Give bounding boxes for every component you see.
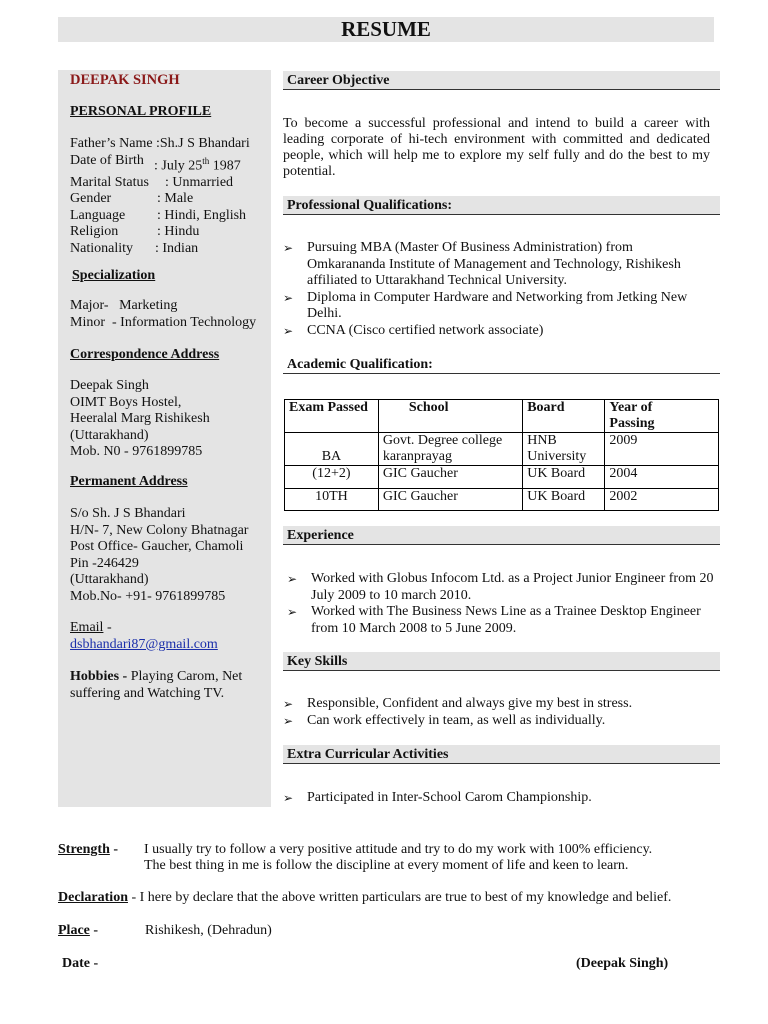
academic-table bbox=[284, 399, 719, 511]
email-block: Email - dsbhandari87@gmail.com bbox=[70, 620, 218, 652]
extra-curricular-heading: Extra Curricular Activities bbox=[283, 745, 720, 764]
career-objective-heading: Career Objective bbox=[283, 71, 720, 90]
extra-curricular-list bbox=[283, 790, 713, 807]
hobbies-block bbox=[70, 669, 265, 702]
place-value: Rishikesh, (Dehradun) bbox=[145, 923, 272, 938]
arrow-bullet-icon: ➢ bbox=[283, 697, 294, 711]
table-header-row: Exam Passed School Board Year of Passing bbox=[285, 400, 719, 433]
arrow-bullet-icon: ➢ bbox=[283, 323, 294, 338]
strength-text: I usually try to follow a very positive attitude and try to do my work with 100% efficiency. The best thing in me is follow the discipline at every moment of life and keen to learn. bbox=[144, 842, 653, 873]
place-label: Place bbox=[58, 923, 90, 938]
list-item: ➢ Participated in Inter-School Carom Championship. bbox=[283, 790, 592, 805]
resume-title: RESUME bbox=[58, 17, 714, 42]
declaration-block bbox=[58, 890, 748, 906]
list-item: ➢ Worked with Globus Infocom Ltd. as a Project Junior Engineer from 20 July 2009 to 10 march 2010. bbox=[287, 571, 714, 603]
personal-profile-list bbox=[70, 136, 250, 257]
signature-name: (Deepak Singh) bbox=[576, 956, 669, 971]
profile-row: Father’s Name :Sh.J S Bhandari bbox=[70, 136, 250, 151]
arrow-bullet-icon: ➢ bbox=[283, 290, 294, 305]
profile-row: Nationality : Indian bbox=[70, 240, 199, 256]
arrow-bullet-icon: ➢ bbox=[283, 791, 294, 805]
profile-row: Religion : Hindu bbox=[70, 224, 200, 240]
academic-qualification-heading: Academic Qualification: bbox=[283, 355, 720, 374]
profile-row: Date of Birth : July 25th 1987 bbox=[70, 152, 241, 174]
hobbies-label: Hobbies - bbox=[70, 669, 128, 684]
professional-qualifications-heading: Professional Qualifications: bbox=[283, 196, 720, 215]
table-row: BA Govt. Degree college karanprayag HNB University 2009 bbox=[285, 433, 719, 466]
experience-heading: Experience bbox=[283, 526, 720, 545]
arrow-bullet-icon: ➢ bbox=[287, 572, 298, 586]
arrow-bullet-icon: ➢ bbox=[283, 713, 294, 728]
hobbies-text: Playing Carom, Net suffering and Watching TV. bbox=[70, 669, 243, 701]
place-label-block: Place - bbox=[58, 923, 99, 938]
correspondence-address: Deepak Singh OIMT Boys Hostel, Heeralal Marg Rishikesh (Uttarakhand) Mob. N0 - 9761899785 bbox=[70, 378, 210, 459]
date-label: Date - bbox=[62, 956, 99, 971]
list-item: ➢ Responsible, Confident and always give my best in stress. bbox=[283, 696, 633, 711]
list-item: ➢ Can work effectively in team, as well as individually. bbox=[283, 712, 606, 728]
arrow-bullet-icon: ➢ bbox=[287, 605, 298, 619]
declaration-label: Declaration bbox=[58, 890, 128, 905]
strength-label-block: Strength - bbox=[58, 842, 119, 857]
dob-value: : July 25th 1987 bbox=[154, 155, 241, 174]
candidate-name: DEEPAK SINGH bbox=[70, 72, 180, 88]
correspondence-address-heading: Correspondence Address bbox=[70, 347, 220, 362]
table-row: (12+2) GIC Gaucher UK Board 2004 bbox=[285, 466, 719, 489]
list-item: ➢ Diploma in Computer Hardware and Networking from Jetking New Delhi. bbox=[283, 289, 688, 321]
personal-profile-heading: PERSONAL PROFILE bbox=[70, 104, 212, 119]
experience-list bbox=[287, 571, 715, 637]
email-label: Email bbox=[70, 620, 104, 635]
list-item: ➢ CCNA (Cisco certified network associate) bbox=[283, 322, 544, 338]
key-skills-list bbox=[283, 696, 713, 729]
specialization-heading: Specialization bbox=[72, 268, 156, 283]
professional-qualifications-list bbox=[283, 240, 713, 339]
arrow-bullet-icon: ➢ bbox=[283, 241, 294, 255]
permanent-address: S/o Sh. J S Bhandari H/N- 7, New Colony Bhatnagar Post Office- Gaucher, Chamoli Pin -246429 (Uttarakhand) Mob.No- +91- 9761899785 bbox=[70, 506, 249, 604]
profile-row: Gender : Male bbox=[70, 191, 194, 207]
profile-row: Marital Status : Unmarried bbox=[70, 174, 234, 190]
specialization-list: Major- Marketing Minor - Information Technology bbox=[70, 298, 257, 330]
key-skills-heading: Key Skills bbox=[283, 652, 720, 671]
permanent-address-heading: Permanent Address bbox=[70, 474, 188, 489]
profile-row: Language : Hindi, English bbox=[70, 207, 247, 223]
declaration-text: - I here by declare that the above written particulars are true to best of my knowledge and belief. bbox=[127, 890, 672, 905]
list-item: ➢ Worked with The Business News Line as a Trainee Desktop Engineer from 10 March 2008 to 5 June 2009. bbox=[287, 604, 701, 636]
table-row: 10TH GIC Gaucher UK Board 2002 bbox=[285, 489, 719, 511]
strength-label: Strength bbox=[58, 842, 110, 857]
list-item: ➢ Pursuing MBA (Master Of Business Administration) from Omkarananda Institute of Management and Technology, Rishikesh affiliated to Uttarakhand Technical University. bbox=[283, 240, 681, 288]
email-link[interactable]: dsbhandari87@gmail.com bbox=[70, 636, 218, 652]
career-objective-text: To become a successful professional and intend to build a career with leading corporate of hi-tech environment with committed and dedicated people, which will help me to explore my self fully and do the best to my potential. bbox=[283, 116, 710, 179]
